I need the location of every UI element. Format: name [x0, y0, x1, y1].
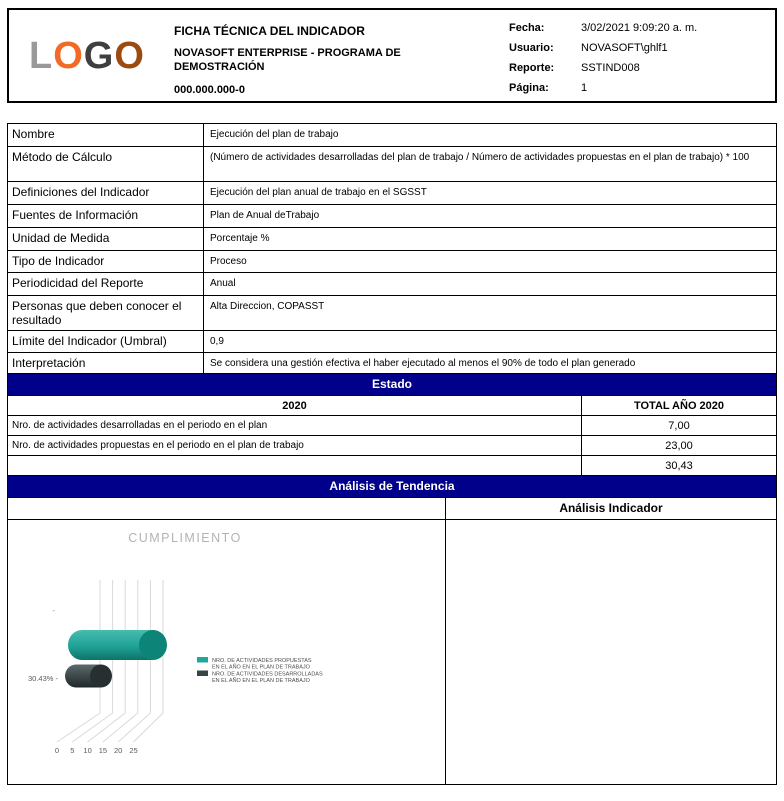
row-value: Anual	[210, 278, 236, 289]
estado-value: 7,00	[581, 416, 776, 435]
chart-title: CUMPLIMIENTO	[128, 531, 242, 545]
trend-chart-cell	[8, 520, 446, 784]
meta-row-pagina	[509, 82, 775, 94]
company-logo	[9, 10, 174, 101]
bar-propuestas	[68, 630, 167, 660]
upper-axis-tick: -	[52, 606, 55, 615]
analysis-header-row	[8, 498, 776, 520]
row-label: Método de Cálculo	[8, 147, 204, 181]
analysis-header-spacer	[8, 498, 446, 519]
estado-label	[8, 456, 581, 475]
row-label: Unidad de Medida	[8, 228, 204, 250]
legend-text: EN EL AÑO EN EL PLAN DE TRABAJO	[212, 664, 310, 671]
svg-text:0: 0	[54, 746, 60, 755]
meta-label: Usuario:	[509, 42, 554, 54]
meta-label: Reporte:	[509, 62, 555, 74]
legend-swatch-desarrolladas	[197, 671, 208, 677]
estado-label: Nro. de actividades desarrolladas en el periodo en el plan	[12, 420, 268, 431]
indicator-table	[7, 123, 777, 785]
bar-desarrolladas	[65, 665, 112, 688]
table-row	[8, 228, 776, 251]
logo-letter: L	[29, 34, 54, 77]
meta-row-reporte	[509, 62, 775, 74]
meta-value: 1	[581, 82, 588, 94]
logo-letter: O	[114, 34, 145, 77]
table-row	[8, 353, 776, 374]
estado-row	[8, 456, 776, 476]
meta-value: SSTIND008	[581, 62, 640, 74]
row-label: Definiciones del Indicador	[8, 182, 204, 204]
total-header: TOTAL AÑO 2020	[581, 396, 776, 415]
row-value: 0,9	[210, 336, 224, 347]
row-value: Se considera una gestión efectiva el haber ejecutado al menos el 90% de todo el plan generado	[210, 358, 636, 369]
legend-text: NRO. DE ACTIVIDADES DESARROLLADAS	[212, 671, 323, 678]
company-id: 000.000.000-0	[174, 83, 245, 96]
row-value: Ejecución del plan de trabajo	[210, 129, 339, 140]
legend-text: EN EL AÑO EN EL PLAN DE TRABAJO	[212, 678, 310, 684]
category-label: 30.43% -	[27, 674, 58, 683]
meta-row-usuario	[509, 42, 775, 54]
report-meta	[509, 10, 775, 101]
estado-row	[8, 416, 776, 436]
meta-label: Página:	[509, 82, 549, 94]
estado-header-row	[8, 396, 776, 416]
report-subtitle: NOVASOFT ENTERPRISE - PROGRAMA DE DEMOSTRACIÓN	[174, 47, 401, 73]
legend-text: NRO. DE ACTIVIDADES PROPUESTAS	[212, 658, 312, 664]
meta-value: 3/02/2021 9:09:20 a. m.	[581, 22, 698, 34]
estado-section-header: Estado	[8, 374, 776, 396]
estado-label: Nro. de actividades propuestas en el periodo en el plan de trabajo	[12, 440, 304, 451]
analysis-indicator-cell	[446, 520, 776, 784]
chart-legend	[197, 657, 323, 684]
table-row	[8, 331, 776, 353]
row-label: Interpretación	[8, 353, 204, 373]
svg-text:20: 20	[114, 746, 123, 755]
table-row	[8, 147, 776, 182]
table-row	[8, 296, 776, 331]
logo-letter: G	[83, 34, 115, 77]
estado-value: 30,43	[581, 456, 776, 475]
row-label: Fuentes de Información	[8, 205, 204, 227]
svg-text:25: 25	[129, 746, 138, 755]
svg-text:5: 5	[70, 746, 75, 755]
row-value: Proceso	[210, 256, 247, 267]
chart-gridlines	[57, 580, 163, 742]
row-label: Nombre	[8, 124, 204, 146]
chart-analysis-row	[8, 520, 776, 784]
row-label: Personas que deben conocer el resultado	[8, 296, 204, 330]
logo-letter: O	[53, 34, 84, 77]
row-label: Límite del Indicador (Umbral)	[8, 331, 204, 352]
row-label: Tipo de Indicador	[8, 251, 204, 272]
meta-label: Fecha:	[509, 22, 545, 34]
report-title: FICHA TÉCNICA DEL INDICADOR	[174, 24, 365, 38]
title-block	[174, 10, 509, 101]
tendencia-section-header: Análisis de Tendencia	[8, 476, 776, 498]
meta-value: NOVASOFT\ghlf1	[581, 42, 668, 54]
estado-value: 23,00	[581, 436, 776, 455]
table-row	[8, 273, 776, 296]
meta-row-fecha	[509, 22, 775, 34]
row-value: Porcentaje %	[210, 233, 270, 244]
table-row	[8, 205, 776, 228]
table-row	[8, 124, 776, 147]
report-header	[7, 8, 777, 103]
row-value: Plan de Anual deTrabajo	[210, 210, 320, 221]
svg-text:10: 10	[83, 746, 92, 755]
analysis-indicator-header: Análisis Indicador	[559, 501, 663, 515]
estado-row	[8, 436, 776, 456]
table-row	[8, 251, 776, 273]
table-row	[8, 182, 776, 205]
svg-text:15: 15	[98, 746, 108, 755]
period-header: 2020	[282, 400, 307, 412]
legend-swatch-propuestas	[197, 657, 208, 663]
row-label: Periodicidad del Reporte	[8, 273, 204, 295]
row-value: Ejecución del plan anual de trabajo en el SGSST	[210, 187, 427, 198]
x-axis-tick-labels	[55, 746, 138, 755]
trend-bar-chart	[8, 520, 446, 784]
row-value: Alta Direccion, COPASST	[210, 301, 325, 312]
row-value: (Número de actividades desarrolladas del plan de trabajo / Número de actividades propuestas en el plan de trabajo) * 100	[210, 152, 750, 163]
